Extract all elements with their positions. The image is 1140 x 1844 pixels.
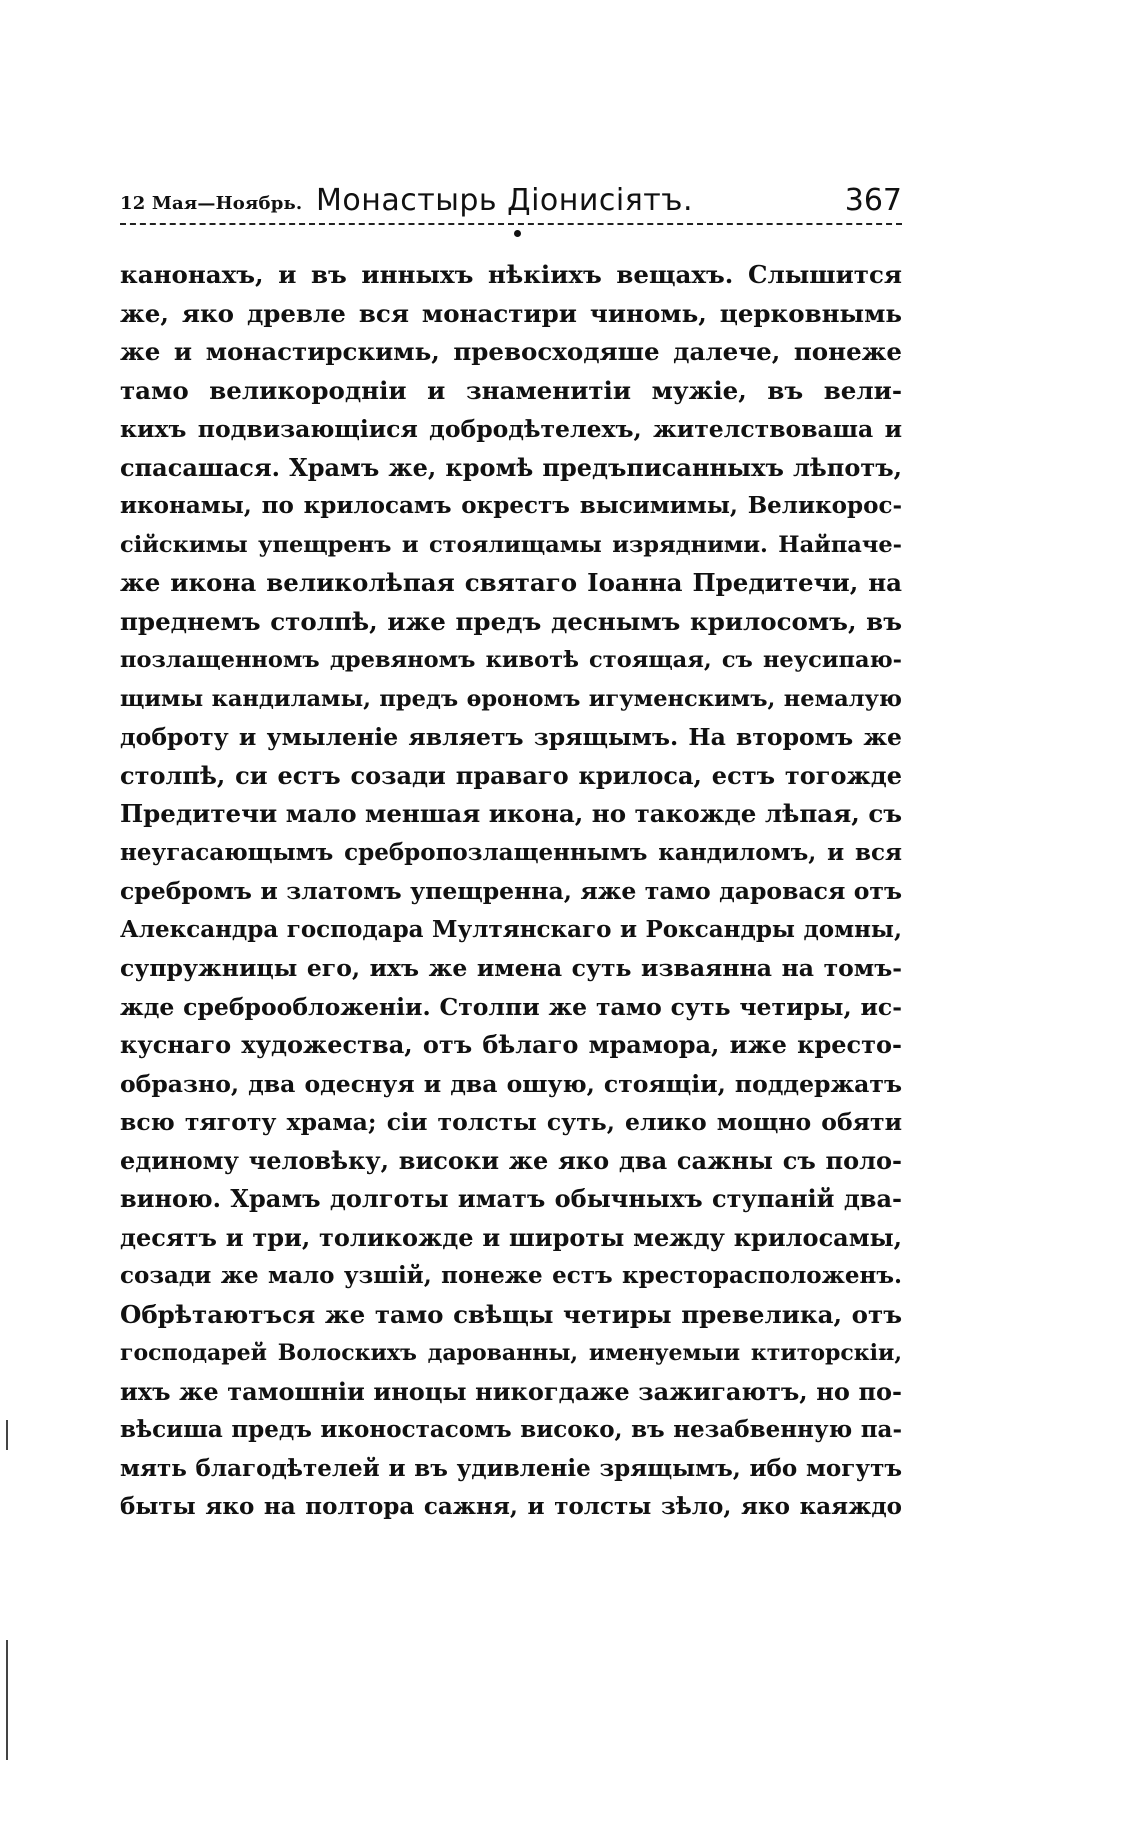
text-line: кихъ подвизающiися добродѣтелехъ, жителствоваша и bbox=[120, 415, 902, 443]
text-line: куснаго художества, отъ бѣлаго мрамора, иже кресто- bbox=[120, 1030, 902, 1059]
text-line: виною. Храмъ долготы иматъ обычныхъ ступанiй два- bbox=[120, 1184, 902, 1213]
text-line: же, яко древле вся монастири чиномь, церковнымь bbox=[120, 298, 902, 328]
text-line: спасашася. Храмъ же, кромѣ предъписанныхъ лѣпотъ, bbox=[120, 452, 902, 482]
text-line: быты яко на полтора сажня, и толсты зѣло, яко каяждо bbox=[120, 1493, 902, 1520]
text-line: же и монастирскимь, превосходяше далече, понеже bbox=[120, 337, 902, 366]
text-line: позлащенномъ древяномъ кивотѣ стоящая, съ неусипаю- bbox=[120, 647, 902, 673]
text-line: Предитечи мало меншая икона, но такожде лѣпая, съ bbox=[120, 799, 902, 828]
chapter-title: Монастырь Діонисіятъ. bbox=[316, 183, 693, 218]
text-line: иконамы, по крилосамъ окрестъ высимимы, Великорос- bbox=[120, 492, 902, 519]
text-line: созади же мало узшiй, понеже естъ кресторасположенъ. bbox=[120, 1262, 902, 1289]
text-line: Обрѣтаютъся же тамо свѣщы четиры превелика, отъ bbox=[120, 1299, 902, 1329]
text-line: доброту и умыленiе являетъ зрящымъ. На второмъ же bbox=[120, 723, 902, 751]
text-line: образно, два одеснуя и два ошую, стоящiи, поддержатъ bbox=[120, 1069, 902, 1098]
text-line: сiйскимы упещренъ и стоялищамы изрядними. Найпаче- bbox=[120, 531, 902, 558]
text-line: неугасающымъ сребропозлащеннымъ кандиломъ, и вся bbox=[120, 838, 902, 866]
text-line: канонахъ, и въ инныхъ нѣкіихъ вещахъ. Слышится bbox=[120, 260, 902, 289]
text-line: господарей Волоскихъ дарованны, именуемыи ктиторскiи, bbox=[120, 1340, 902, 1366]
text-line: столпѣ, си естъ созади праваго крилоса, естъ тогожде bbox=[120, 760, 902, 790]
header-rule bbox=[120, 223, 902, 225]
text-line: супружницы его, ихъ же имена суть изваянна на томъ- bbox=[120, 954, 902, 982]
text-line: жде среброобложенiи. Столпи же тамо суть четиры, ис- bbox=[120, 992, 902, 1021]
text-line: ихъ же тамошнiи иноцы никогдаже зажигаютъ, но по- bbox=[120, 1376, 902, 1406]
date-range: 12 Мая—Ноябрь. bbox=[120, 193, 303, 214]
text-line: вѣсиша предъ иконостасомъ високо, въ незабвенную па- bbox=[120, 1416, 902, 1443]
text-line: всю тяготу храма; сiи толсты суть, елико мощно обяти bbox=[120, 1108, 902, 1136]
scan-margin-mark bbox=[6, 1420, 8, 1450]
running-head bbox=[120, 176, 902, 220]
text-line: Александра господара Мултянскаго и Роксандры домны, bbox=[120, 915, 902, 943]
text-line: же икона великолѣпая святаго Іоанна Предитечи, на bbox=[120, 568, 902, 597]
body-text bbox=[120, 256, 902, 1527]
text-line: единому человѣку, високи же яко два сажны съ поло- bbox=[120, 1145, 902, 1175]
scan-margin-mark bbox=[6, 1640, 8, 1760]
text-line: десятъ и три, толикожде и широты между крилосамы, bbox=[120, 1222, 902, 1252]
text-line: мять благодѣтелей и въ удивленiе зрящымъ, ибо могутъ bbox=[120, 1454, 902, 1482]
text-line: сребромъ и златомъ упещренна, яже тамо даровася отъ bbox=[120, 877, 902, 905]
page-number: 367 bbox=[844, 183, 902, 218]
text-line: щимы кандиламы, предъ ѳрономъ игуменскимъ, немалую bbox=[120, 685, 902, 712]
text-line: преднемъ столпѣ, иже предъ деснымъ крилосомъ, въ bbox=[120, 606, 902, 636]
text-line: тамо великороднiи и знаменитiи мужiе, въ вели- bbox=[120, 375, 902, 405]
bullet-mark bbox=[514, 230, 521, 237]
